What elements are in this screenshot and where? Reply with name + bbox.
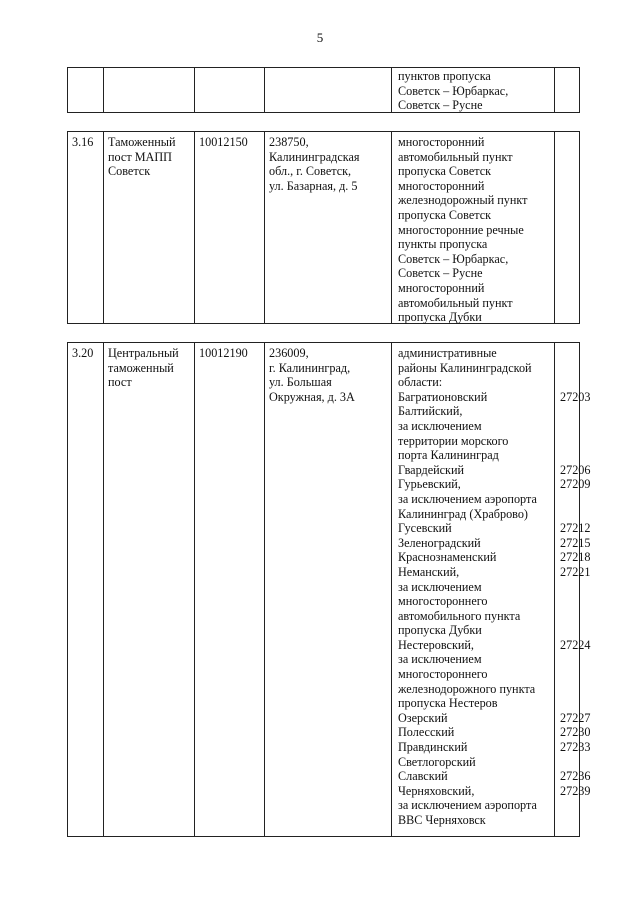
text-line xyxy=(560,448,590,463)
text-line: 27230 xyxy=(560,725,591,740)
text-line xyxy=(560,813,590,828)
text-line: Советск – Русне xyxy=(398,266,483,281)
text-line: Советск – Юрбаркас, xyxy=(398,251,509,266)
text-line: автомобильный пункт xyxy=(398,149,513,164)
text-line: Калининград (Храброво) xyxy=(398,506,528,521)
text-line xyxy=(560,667,590,682)
post-name xyxy=(108,135,175,179)
text-line: за исключением xyxy=(398,579,482,594)
text-line: ВВС Черняховск xyxy=(398,813,486,827)
text-line: пропуска Дубки xyxy=(398,310,482,325)
text-line: пропуска Дубки xyxy=(398,623,482,638)
text-line: многосторонние речные xyxy=(398,222,524,237)
text-line: Краснознаменский xyxy=(398,550,497,565)
text-line: Гусевский xyxy=(398,521,452,536)
text-line: Калининградская xyxy=(269,149,360,164)
text-line: Зеленоградский xyxy=(398,535,481,550)
text-line xyxy=(560,419,590,434)
text-line: пост МАПП xyxy=(108,149,172,164)
text-line: 27206 xyxy=(560,462,591,477)
text-line: 27203 xyxy=(560,389,591,404)
district-codes xyxy=(560,346,590,828)
text-line: Нестеровский, xyxy=(398,637,474,652)
text-line xyxy=(560,798,590,813)
text-line xyxy=(560,361,590,376)
text-line: Черняховский, xyxy=(398,783,475,798)
post-address xyxy=(269,135,360,193)
text-line: пост xyxy=(108,375,132,390)
text-line: 27215 xyxy=(560,535,591,550)
text-line: многостороннего xyxy=(398,594,488,609)
text-line: 27212 xyxy=(560,521,591,536)
text-line: Славский xyxy=(398,769,448,784)
text-line: Советск – Юрбаркас, xyxy=(398,83,509,98)
text-line: области: xyxy=(398,375,443,390)
text-line xyxy=(560,507,590,522)
text-line: Светлогорский xyxy=(398,754,476,769)
text-line xyxy=(560,346,590,361)
text-line xyxy=(560,682,590,697)
text-line: многосторонний xyxy=(398,135,485,149)
text-line: Озерский xyxy=(398,710,448,725)
text-line xyxy=(560,434,590,449)
text-line: районы Калининградской xyxy=(398,360,532,375)
text-line: обл., г. Советск, xyxy=(269,164,352,179)
text-line: Гвардейский xyxy=(398,462,465,477)
text-line: за исключением xyxy=(398,652,482,667)
text-line: 27224 xyxy=(560,637,591,652)
text-line xyxy=(560,609,590,624)
post-address xyxy=(269,346,355,404)
text-line: 27227 xyxy=(560,710,591,725)
post-description xyxy=(398,135,528,325)
text-line: Неманский, xyxy=(398,564,460,579)
text-line: Правдинский xyxy=(398,740,468,755)
text-line: пропуска Советск xyxy=(398,164,492,179)
text-line: пропуска Нестеров xyxy=(398,696,498,711)
text-line: многосторонний xyxy=(398,178,485,193)
text-line: Окружная, д. 3А xyxy=(269,389,355,404)
text-line xyxy=(560,404,590,419)
row-number: 3.16 xyxy=(72,135,94,149)
text-line: 238750, xyxy=(269,135,309,149)
text-line: Гурьевский, xyxy=(398,477,461,492)
text-line xyxy=(560,594,590,609)
text-line xyxy=(560,696,590,711)
text-line: территории морского xyxy=(398,433,509,448)
text-line: 27236 xyxy=(560,769,591,784)
text-line: за исключением аэропорта xyxy=(398,798,537,813)
text-line: ул. Большая xyxy=(269,375,332,390)
post-code: 10012190 xyxy=(199,346,248,360)
text-line: г. Калининград, xyxy=(269,360,351,375)
text-line: 27221 xyxy=(560,564,591,579)
text-line: ул. Базарная, д. 5 xyxy=(269,178,358,193)
text-line: Советск xyxy=(108,164,151,179)
row-number: 3.20 xyxy=(72,346,94,360)
post-code: 10012150 xyxy=(199,135,248,149)
text-line: 27233 xyxy=(560,740,591,755)
text-line xyxy=(560,375,590,390)
text-line: автомобильный пункт xyxy=(398,295,513,310)
text-line: пропуска Советск xyxy=(398,207,492,222)
text-line: за исключением xyxy=(398,418,482,433)
text-line: Центральный xyxy=(108,346,179,360)
text-line xyxy=(560,755,590,770)
text-line: пунктов пропуска xyxy=(398,69,491,83)
continuation-description xyxy=(398,69,508,113)
text-line: Балтийский, xyxy=(398,404,463,419)
text-line: Полесский xyxy=(398,725,455,740)
post-description xyxy=(398,346,537,828)
text-line: 27209 xyxy=(560,477,591,492)
text-line xyxy=(560,623,590,638)
text-line: за исключением аэропорта xyxy=(398,491,537,506)
text-line: порта Калининград xyxy=(398,448,499,463)
text-line xyxy=(560,652,590,667)
text-line: многосторонний xyxy=(398,280,485,295)
row-3-16-table xyxy=(67,131,580,324)
text-line: многостороннего xyxy=(398,667,488,682)
text-line: железнодорожного пункта xyxy=(398,681,536,696)
page-number: 5 xyxy=(316,30,324,45)
text-line: автомобильного пункта xyxy=(398,608,521,623)
text-line xyxy=(560,492,590,507)
text-line: Таможенный xyxy=(108,135,176,149)
text-line: административные xyxy=(398,346,497,360)
post-name xyxy=(108,346,179,390)
text-line: пункты пропуска xyxy=(398,237,488,252)
text-line: Советск – Русне xyxy=(398,98,483,113)
text-line: 236009, xyxy=(269,346,309,360)
text-line: железнодорожный пункт xyxy=(398,193,528,208)
text-line: таможенный xyxy=(108,360,174,375)
continuation-table xyxy=(67,67,580,113)
text-line: 27218 xyxy=(560,550,591,565)
row-3-20-table xyxy=(67,342,591,837)
text-line xyxy=(560,580,590,595)
text-line: 27239 xyxy=(560,783,591,798)
text-line: Багратионовский xyxy=(398,389,488,404)
